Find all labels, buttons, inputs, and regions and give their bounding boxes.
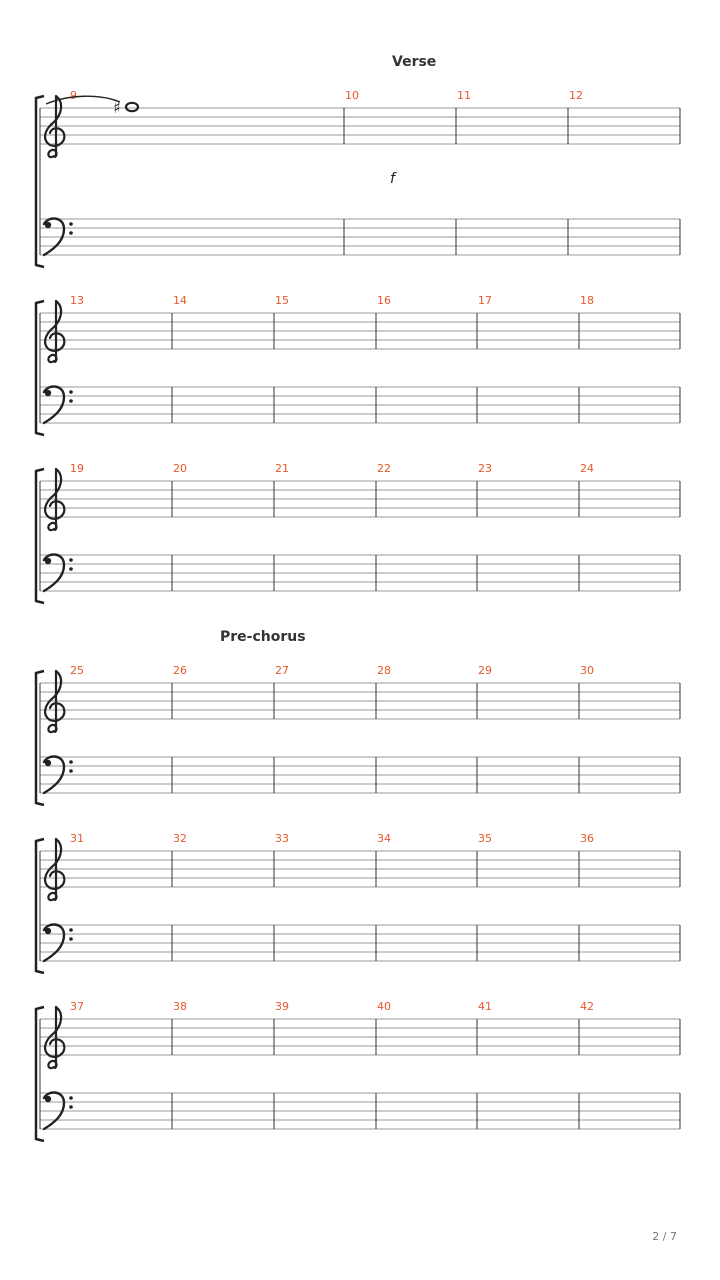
- measure-number: 25: [70, 664, 84, 677]
- measure-number: 32: [173, 832, 187, 845]
- measure-number: 20: [173, 462, 187, 475]
- measure-number: 37: [70, 1000, 84, 1013]
- measure-number: 40: [377, 1000, 391, 1013]
- bass-clef-dot-lower: [69, 769, 73, 773]
- bass-clef-dot-upper: [69, 390, 73, 394]
- sharp-icon: ♯: [113, 98, 121, 117]
- measure-number: 29: [478, 664, 492, 677]
- bass-clef-dot: [45, 1096, 51, 1102]
- measure-number: 35: [478, 832, 492, 845]
- bass-clef-dot: [45, 928, 51, 934]
- measure-number: 15: [275, 294, 289, 307]
- measure-number: 24: [580, 462, 594, 475]
- bass-clef-dot-upper: [69, 928, 73, 932]
- measure-number: 26: [173, 664, 187, 677]
- treble-clef-icon: [45, 1007, 64, 1068]
- measure-number: 30: [580, 664, 594, 677]
- measure-number: 27: [275, 664, 289, 677]
- measure-number: 9: [70, 89, 77, 102]
- bass-clef-dot: [45, 390, 51, 396]
- measure-number: 22: [377, 462, 391, 475]
- measure-number: 36: [580, 832, 594, 845]
- bass-clef-dot: [45, 558, 51, 564]
- dynamic-marking: f: [390, 171, 395, 187]
- bass-clef-dot-upper: [69, 760, 73, 764]
- measure-number: 34: [377, 832, 391, 845]
- measure-number: 19: [70, 462, 84, 475]
- treble-clef-icon: [45, 96, 64, 157]
- measure-number: 23: [478, 462, 492, 475]
- measure-number: 31: [70, 832, 84, 845]
- bass-clef-dot: [45, 760, 51, 766]
- bass-clef-dot-upper: [69, 558, 73, 562]
- bass-clef-dot-upper: [69, 222, 73, 226]
- measure-number: 21: [275, 462, 289, 475]
- measure-number: 16: [377, 294, 391, 307]
- bass-clef-dot-lower: [69, 937, 73, 941]
- page-number: 2 / 7: [652, 1230, 677, 1243]
- bass-clef-dot: [45, 222, 51, 228]
- measure-number: 28: [377, 664, 391, 677]
- measure-number: 13: [70, 294, 84, 307]
- treble-clef-icon: [45, 301, 64, 362]
- measure-number: 17: [478, 294, 492, 307]
- measure-number: 10: [345, 89, 359, 102]
- section-label-verse: Verse: [392, 54, 437, 70]
- bass-clef-dot-lower: [69, 399, 73, 403]
- measure-number: 14: [173, 294, 187, 307]
- measure-number: 41: [478, 1000, 492, 1013]
- treble-clef-icon: [45, 469, 64, 530]
- treble-clef-icon: [45, 671, 64, 732]
- bass-clef-dot-upper: [69, 1096, 73, 1100]
- measure-number: 33: [275, 832, 289, 845]
- bass-clef-dot-lower: [69, 567, 73, 571]
- measure-number: 39: [275, 1000, 289, 1013]
- measure-number: 12: [569, 89, 583, 102]
- section-label-pre-chorus: Pre-chorus: [220, 629, 306, 645]
- measure-number: 38: [173, 1000, 187, 1013]
- treble-clef-icon: [45, 839, 64, 900]
- bass-clef-dot-lower: [69, 231, 73, 235]
- measure-number: 18: [580, 294, 594, 307]
- measure-number: 11: [457, 89, 471, 102]
- whole-note-icon: [126, 103, 138, 111]
- bass-clef-dot-lower: [69, 1105, 73, 1109]
- measure-number: 42: [580, 1000, 594, 1013]
